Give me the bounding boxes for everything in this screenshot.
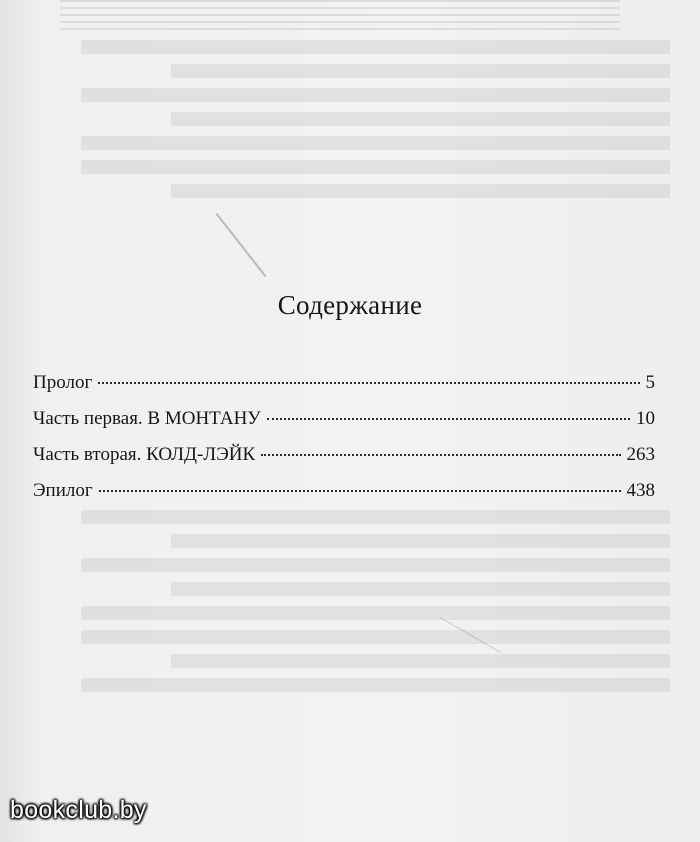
toc-entry-page: 438 (626, 480, 655, 501)
toc-entry-page: 10 (636, 408, 655, 429)
toc-entry (33, 480, 655, 516)
bleed-through-header (60, 0, 620, 30)
dot-leader (267, 417, 630, 420)
toc-entry-label: Эпилог (33, 480, 93, 501)
page-title: Содержание (277, 290, 423, 320)
toc-entry-label: Часть вторая. КОЛД-ЛЭЙК (33, 444, 256, 465)
paper-crease-mark (216, 213, 267, 277)
toc-entry-page: 263 (626, 444, 655, 465)
toc-entry (33, 444, 655, 480)
toc-entry-page: 5 (645, 372, 655, 393)
toc-entry-label: Часть первая. В МОНТАНУ (33, 408, 261, 429)
dot-leader (99, 489, 621, 492)
dot-leader (261, 453, 620, 456)
toc-entry-label: Пролог (33, 372, 93, 393)
watermark: bookclub.by (10, 796, 147, 824)
bleed-through-text-bottom (30, 500, 670, 702)
table-of-contents (33, 372, 655, 516)
dot-leader (98, 381, 639, 384)
toc-entry (33, 372, 655, 408)
toc-entry (33, 408, 655, 444)
bleed-through-text-top (30, 30, 670, 208)
